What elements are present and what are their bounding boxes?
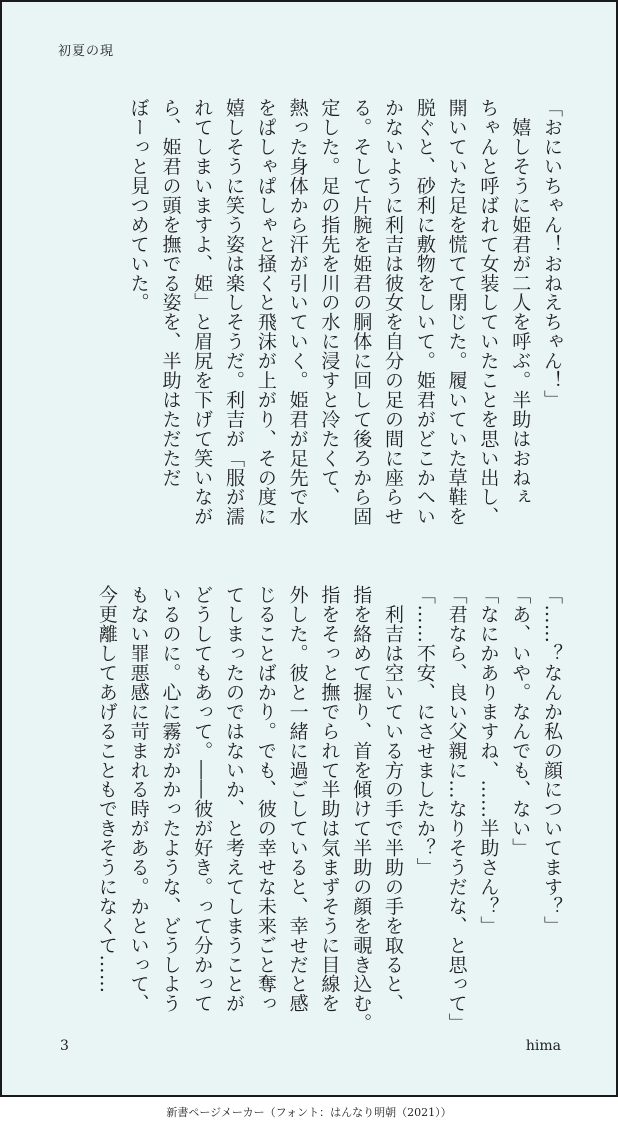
text-line: 外した。彼と一緒に過ごしていると、幸せだと感: [286, 585, 309, 1013]
text-line: 「……不安、にさせましたか？」: [413, 585, 436, 877]
upper-text-block: [122, 98, 567, 538]
text-line: ちゃんと呼ばれて女装していたことを思い出し、: [477, 98, 500, 526]
text-line: 嬉しそうに姫君が二人を呼ぶ。半助はおねぇ: [509, 98, 532, 507]
text-line: 今更離してあげることもできそうになくて……: [95, 585, 118, 994]
page-title: 初夏の現: [58, 44, 115, 59]
text-line: 熱った身体から汗が引いていく。姫君が足先で水: [286, 98, 309, 526]
generator-credit: 新書ページメーカー（フォント：はんなり明朝（2021））: [166, 1106, 452, 1119]
text-line: どうしてもあって。――彼が好き。って分かって: [191, 585, 214, 1013]
text-line: いるのに。心に霧がかかったような、どうしよう: [159, 585, 182, 1013]
page-number: 3: [60, 1038, 69, 1054]
text-line: てしまったのではないか、と考えてしまうことが: [223, 585, 246, 1013]
text-line: 「君なら、良い父親に…なりそうだな、と思って」: [445, 585, 468, 1033]
text-line: 嬉しそうに笑う姿は楽しそうだ。利吉が「服が濡: [223, 98, 246, 526]
text-line: 利吉は空いている方の手で半助の手を取ると、: [382, 585, 405, 1013]
text-line: 開いていた足を慌てて閉じた。履いていた草鞋を: [445, 98, 468, 526]
text-line: ら、姫君の頭を撫でる姿を、半助はただただ: [159, 98, 182, 487]
text-line: じることばかり。でも、彼の幸せな未来ごと奪っ: [254, 585, 277, 1013]
text-line: る。そして片腕を姫君の胴体に回して後ろから固: [350, 98, 373, 526]
text-line: 「なにかありますね、……半助さん？」: [477, 585, 500, 936]
text-line: ぼーっと見つめていた。: [127, 98, 150, 312]
text-line: 脱ぐと、砂利に敷物をしいて。姫君がどこかへい: [413, 98, 436, 526]
lower-text-block: [90, 585, 567, 1033]
author-name: hima: [525, 1038, 561, 1054]
text-line: もない罪悪感に苛まれる時がある。かといって、: [127, 585, 150, 1013]
text-line: 「おにいちゃん！おねえちゃん！」: [541, 98, 563, 410]
text-line: 定した。足の指先を川の水に浸すと冷たくて、: [318, 98, 341, 507]
text-line: をぱしゃぱしゃと掻くと飛沫が上がり、その度に: [254, 98, 277, 526]
text-line: 指を絡めて握り、首を傾けて半助の顔を覗き込む。: [350, 585, 373, 1033]
text-line: れてしまいますよ、姫」と眉尻を下げて笑いなが: [191, 98, 214, 526]
text-line: 「あ、いや。なんでも、ない」: [509, 585, 532, 858]
text-line: 「……？なんか私の顔についてます？」: [541, 585, 563, 936]
text-line: 指をそっと撫でられて半助は気まずそうに目線を: [318, 585, 341, 1013]
text-line: かないように利吉は彼女を自分の足の間に座らせ: [382, 98, 405, 526]
